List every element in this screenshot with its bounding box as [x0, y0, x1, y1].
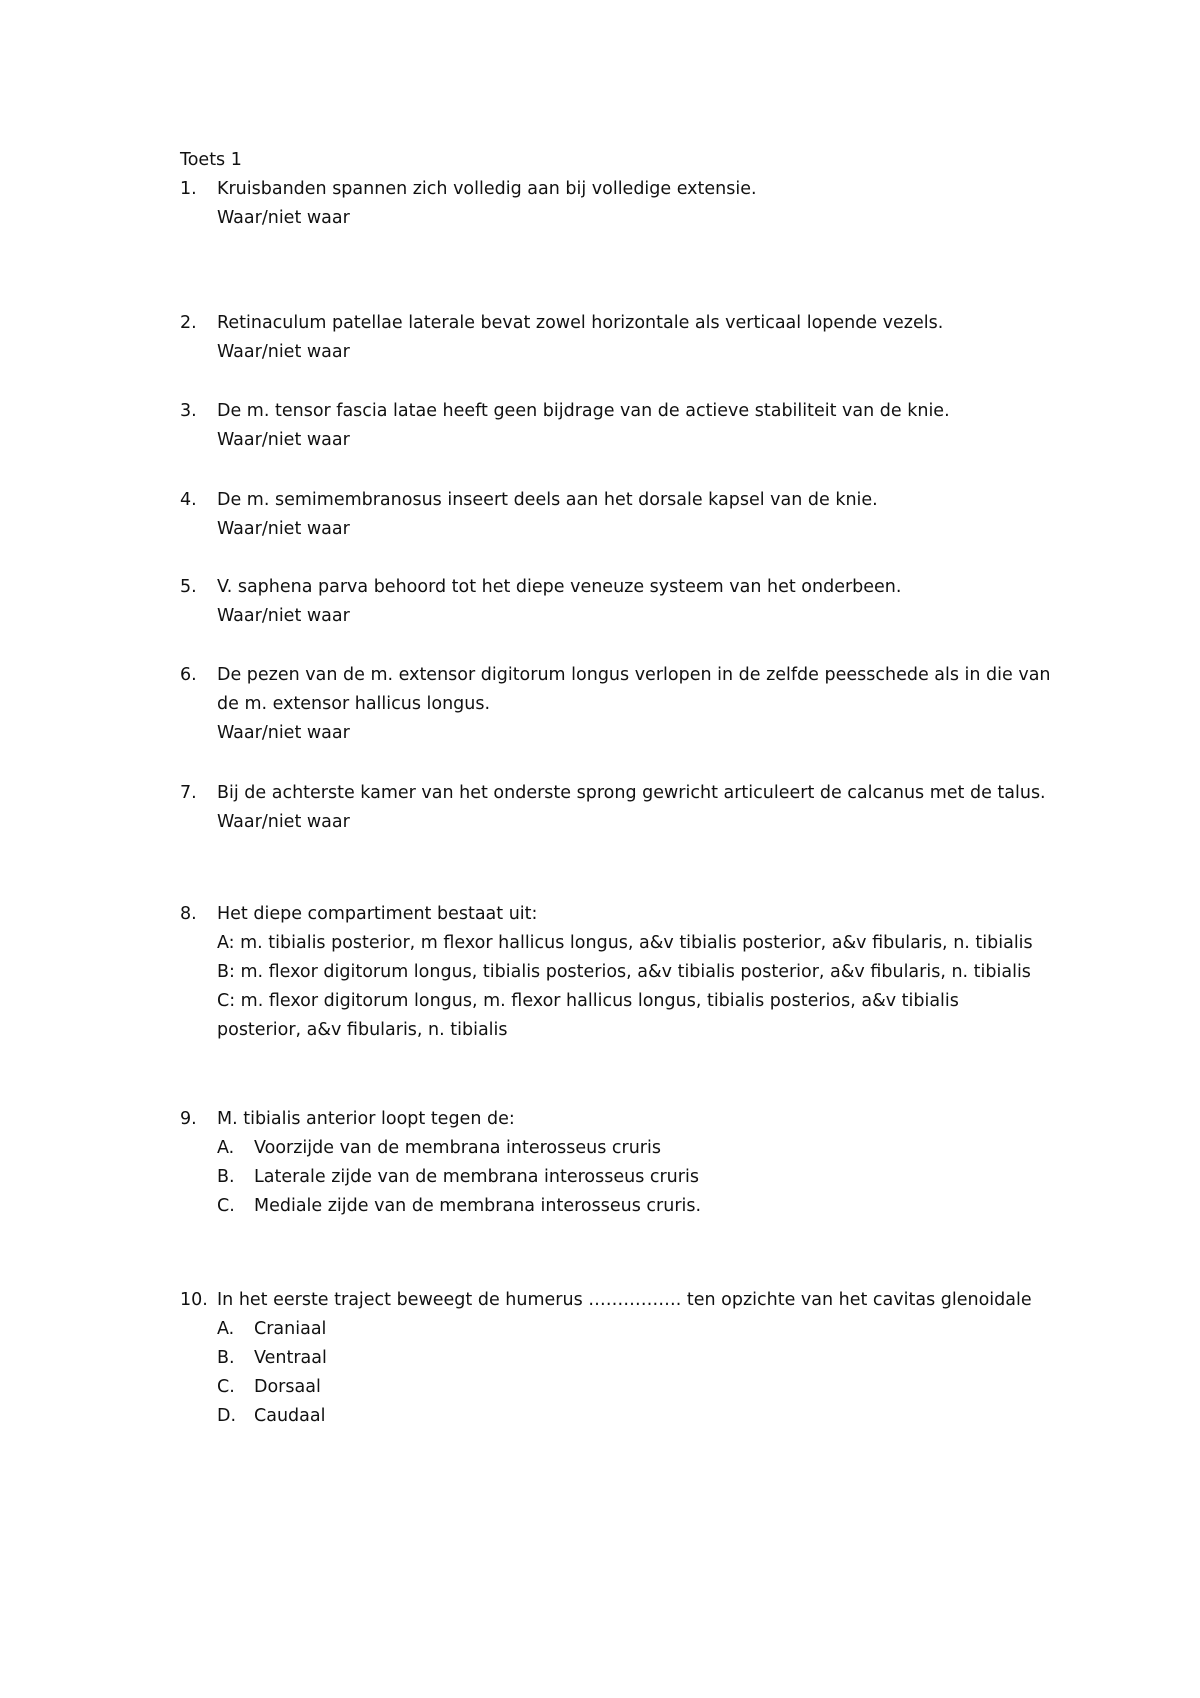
option-a	[180, 1134, 1080, 1163]
option-a	[180, 1315, 1080, 1344]
question-text-line-1: De pezen van de m. extensor digitorum longus verlopen in de zelfde peesschede als in die van	[217, 665, 1051, 685]
question-number: 9.	[180, 1109, 197, 1129]
option-text: Ventraal	[254, 1348, 327, 1368]
question-answer: Waar/niet waar	[217, 342, 350, 362]
question-number: 6.	[180, 665, 197, 685]
option-text: Craniaal	[254, 1319, 327, 1339]
question-answer: Waar/niet waar	[217, 723, 350, 743]
option-text: Dorsaal	[254, 1377, 321, 1397]
question-6	[180, 661, 1080, 748]
question-text: De m. semimembranosus inseert deels aan het dorsale kapsel van de knie.	[217, 490, 878, 510]
option-c	[180, 1192, 1080, 1221]
option-text: Voorzijde van de membrana interosseus cruris	[254, 1138, 661, 1158]
question-2	[180, 309, 1080, 367]
question-text-line-2: de m. extensor hallicus longus.	[217, 694, 491, 714]
option-letter: C.	[217, 1196, 235, 1216]
question-number: 3.	[180, 401, 197, 421]
option-text: Caudaal	[254, 1406, 326, 1426]
question-9	[180, 1105, 1080, 1221]
option-d	[180, 1402, 1080, 1431]
question-number: 10.	[180, 1290, 208, 1310]
question-number: 7.	[180, 783, 197, 803]
question-answer: Waar/niet waar	[217, 519, 350, 539]
option-c-line-1: C: m. flexor digitorum longus, m. flexor hallicus longus, tibialis posterios, a&v tibialis	[217, 991, 959, 1011]
option-letter: C.	[217, 1377, 235, 1397]
question-text: Kruisbanden spannen zich volledig aan bij volledige extensie.	[217, 179, 757, 199]
question-answer: Waar/niet waar	[217, 606, 350, 626]
option-b	[180, 1163, 1080, 1192]
question-number: 5.	[180, 577, 197, 597]
question-number: 2.	[180, 313, 197, 333]
question-1	[180, 175, 1080, 233]
question-7	[180, 779, 1080, 837]
question-answer: Waar/niet waar	[217, 430, 350, 450]
question-10	[180, 1286, 1080, 1431]
option-text: Laterale zijde van de membrana interosseus cruris	[254, 1167, 699, 1187]
question-text: M. tibialis anterior loopt tegen de:	[217, 1109, 515, 1129]
question-number: 8.	[180, 904, 197, 924]
option-b: B: m. flexor digitorum longus, tibialis posterios, a&v tibialis posterior, a&v fibularis, n. tibialis	[217, 962, 1031, 982]
option-text: Mediale zijde van de membrana interosseus cruris.	[254, 1196, 702, 1216]
question-text: De m. tensor fascia latae heeft geen bijdrage van de actieve stabiliteit van de knie.	[217, 401, 950, 421]
question-3	[180, 397, 1080, 455]
question-text: In het eerste traject beweegt de humerus ……………. ten opzichte van het cavitas glenoidale	[217, 1290, 1032, 1310]
option-letter: A.	[217, 1319, 235, 1339]
question-text: Retinaculum patellae laterale bevat zowel horizontale als verticaal lopende vezels.	[217, 313, 944, 333]
question-answer: Waar/niet waar	[217, 208, 350, 228]
question-5	[180, 573, 1080, 631]
question-text: Bij de achterste kamer van het onderste sprong gewricht articuleert de calcanus met de talus.	[217, 783, 1046, 803]
question-text: Het diepe compartiment bestaat uit:	[217, 904, 538, 924]
question-4	[180, 486, 1080, 544]
question-number: 1.	[180, 179, 197, 199]
question-text: V. saphena parva behoord tot het diepe veneuze systeem van het onderbeen.	[217, 577, 902, 597]
option-letter: D.	[217, 1406, 237, 1426]
option-letter: A.	[217, 1138, 235, 1158]
question-8	[180, 900, 1080, 1045]
option-c	[180, 1373, 1080, 1402]
option-a: A: m. tibialis posterior, m flexor hallicus longus, a&v tibialis posterior, a&v fibularis, n. tibialis	[217, 933, 1033, 953]
option-letter: B.	[217, 1167, 235, 1187]
question-answer: Waar/niet waar	[217, 812, 350, 832]
option-b	[180, 1344, 1080, 1373]
option-c-line-2: posterior, a&v fibularis, n. tibialis	[217, 1020, 508, 1040]
option-letter: B.	[217, 1348, 235, 1368]
document-title: Toets 1	[180, 150, 242, 170]
question-number: 4.	[180, 490, 197, 510]
